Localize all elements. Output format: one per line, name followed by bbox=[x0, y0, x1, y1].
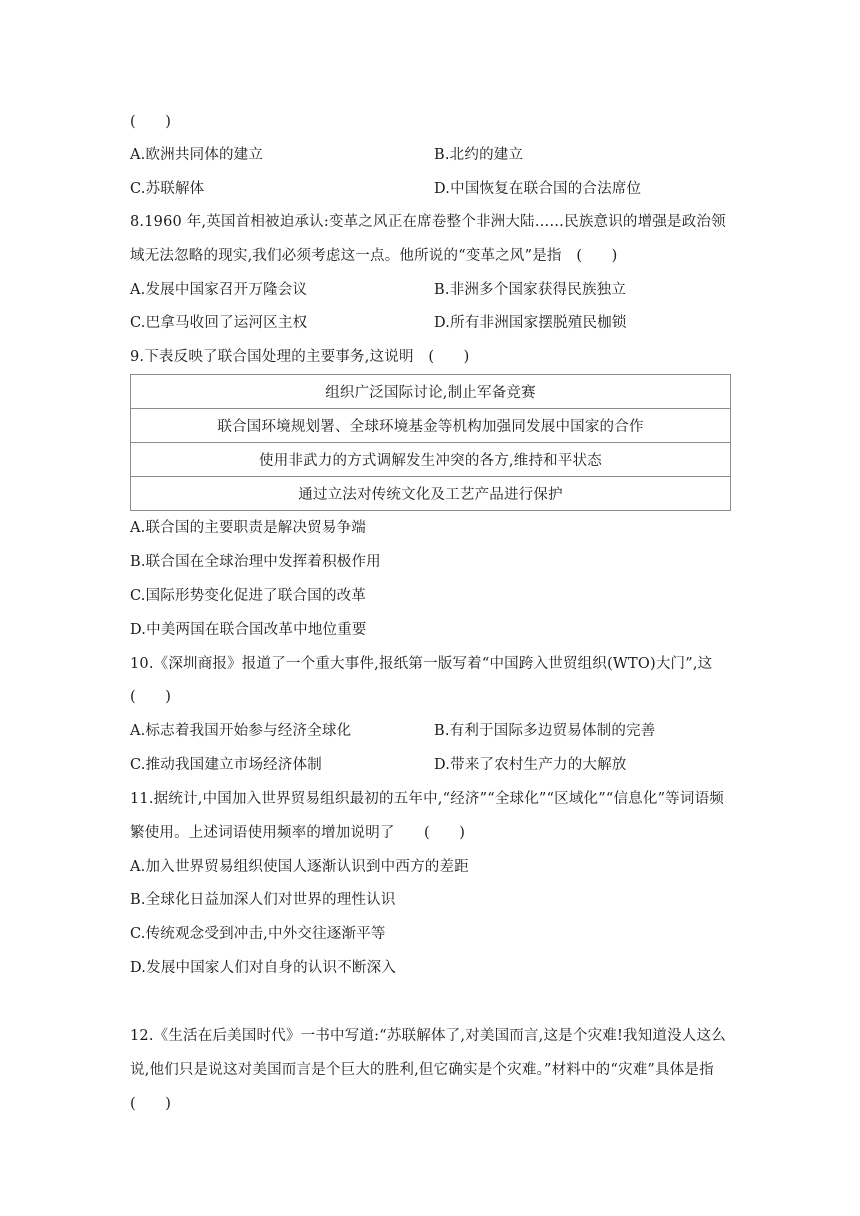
q9-table bbox=[130, 374, 731, 511]
table-row bbox=[131, 443, 731, 477]
q7-option-a: A.欧洲共同体的建立 bbox=[130, 147, 264, 163]
q12-stem-line2: 说,他们只是说这对美国而言是个巨大的胜利,但它确实是个灾难。”材料中的“灾难”具体是指 bbox=[130, 1062, 714, 1078]
q8-option-d: D.所有非洲国家摆脱殖民枷锁 bbox=[434, 315, 627, 331]
q9-option-a: A.联合国的主要职责是解决贸易争端 bbox=[130, 520, 366, 536]
q8-stem-line2: 域无法忽略的现实,我们必须考虑这一点。他所说的“变革之风”是指 ( ) bbox=[130, 248, 618, 264]
table-row bbox=[131, 477, 731, 511]
q7-option-c: C.苏联解体 bbox=[130, 181, 205, 197]
q10-option-a: A.标志着我国开始参与经济全球化 bbox=[130, 723, 352, 739]
q8-option-b: B.非洲多个国家获得民族独立 bbox=[434, 282, 627, 298]
q9-option-d: D.中美两国在联合国改革中地位重要 bbox=[130, 622, 367, 638]
table-cell: 组织广泛国际讨论,制止军备竞赛 bbox=[131, 375, 731, 409]
q11-stem-line2: 繁使用。上述词语使用频率的增加说明了 ( ) bbox=[130, 825, 466, 841]
table-cell: 联合国环境规划署、全球环境基金等机构加强同发展中国家的合作 bbox=[131, 409, 731, 443]
q11-option-c: C.传统观念受到冲击,中外交往逐渐平等 bbox=[130, 926, 386, 942]
q9-option-c: C.国际形势变化促进了联合国的改革 bbox=[130, 588, 367, 604]
q11-option-d: D.发展中国家人们对自身的认识不断深入 bbox=[130, 960, 397, 976]
q9-stem: 9.下表反映了联合国处理的主要事务,这说明 ( ) bbox=[130, 349, 470, 365]
q10-answer-paren: ( ) bbox=[130, 689, 172, 705]
q11-option-a: A.加入世界贸易组织使国人逐渐认识到中西方的差距 bbox=[130, 859, 469, 875]
q8-stem-line1: 8.1960 年,英国首相被迫承认:变革之风正在席卷整个非洲大陆……民族意识的增强是政治领 bbox=[130, 214, 726, 230]
q9-option-b: B.联合国在全球治理中发挥着积极作用 bbox=[130, 554, 381, 570]
q8-option-c: C.巴拿马收回了运河区主权 bbox=[130, 315, 308, 331]
table-row bbox=[131, 409, 731, 443]
q7-option-b: B.北约的建立 bbox=[434, 147, 524, 163]
q11-stem-line1: 11.据统计,中国加入世界贸易组织最初的五年中,“经济”“全球化”“区域化”“信息化”等词语频 bbox=[130, 791, 724, 807]
q12-answer-paren: ( ) bbox=[130, 1096, 172, 1112]
q11-option-b: B.全球化日益加深人们对世界的理性认识 bbox=[130, 892, 396, 908]
q12-stem-line1: 12.《生活在后美国时代》一书中写道:“苏联解体了,对美国而言,这是个灾难!我知道没人这么 bbox=[130, 1028, 726, 1044]
table-cell: 通过立法对传统文化及工艺产品进行保护 bbox=[131, 477, 731, 511]
q10-option-b: B.有利于国际多边贸易体制的完善 bbox=[434, 723, 656, 739]
q7-option-d: D.中国恢复在联合国的合法席位 bbox=[434, 181, 642, 197]
q10-option-c: C.推动我国建立市场经济体制 bbox=[130, 757, 322, 773]
table-row bbox=[131, 375, 731, 409]
table-cell: 使用非武力的方式调解发生冲突的各方,维持和平状态 bbox=[131, 443, 731, 477]
q7-answer-paren: ( ) bbox=[130, 114, 172, 130]
q8-option-a: A.发展中国家召开万隆会议 bbox=[130, 282, 308, 298]
q10-stem-line1: 10.《深圳商报》报道了一个重大事件,报纸第一版写着“中国跨入世贸组织(WTO)大门”,这 bbox=[130, 656, 713, 672]
q10-option-d: D.带来了农村生产力的大解放 bbox=[434, 757, 627, 773]
